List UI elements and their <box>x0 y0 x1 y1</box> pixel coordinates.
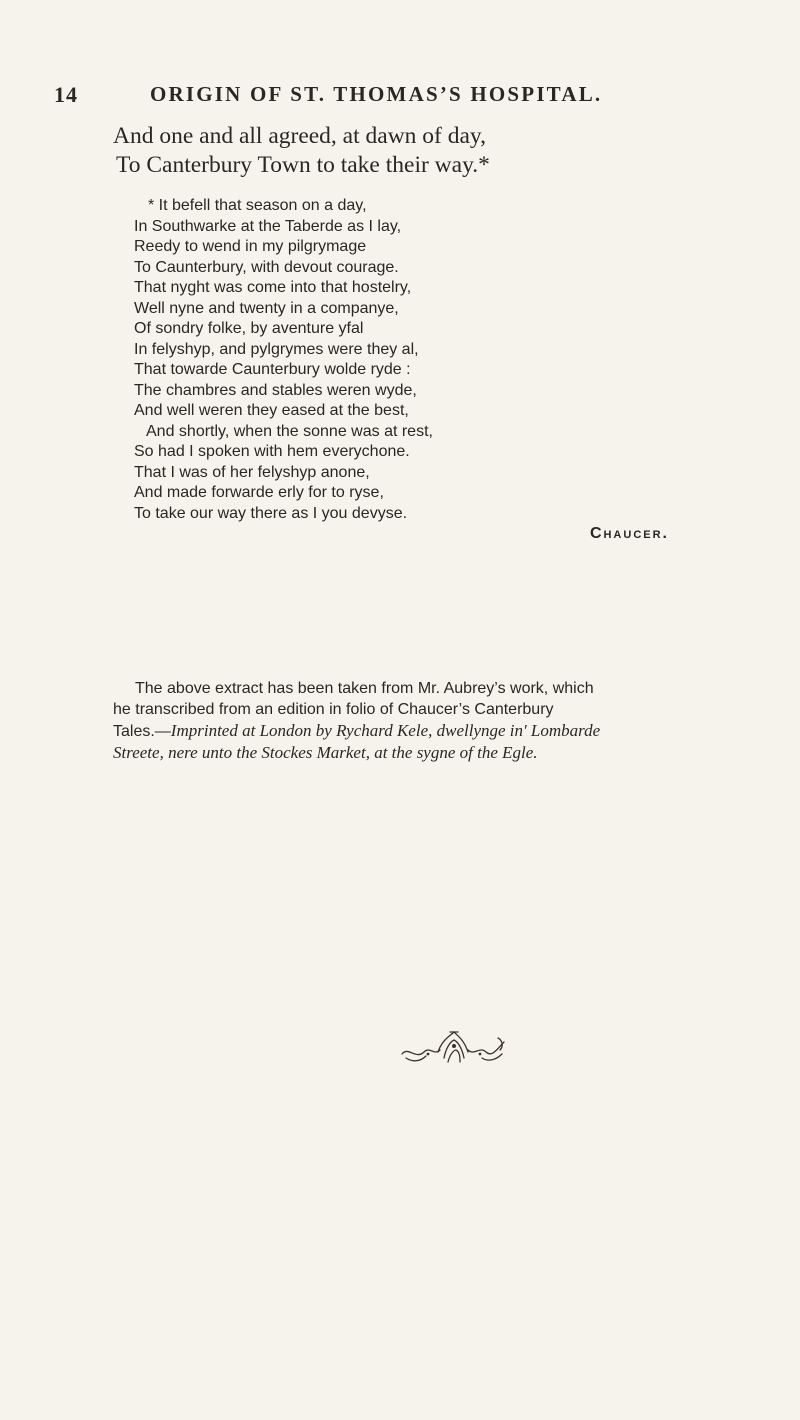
verse-line: And one and all agreed, at dawn of day, <box>113 123 487 149</box>
footnote-line: Of sondry folke, by aventure yfal <box>134 320 364 337</box>
verse-line: To Canterbury Town to take their way.* <box>116 152 490 178</box>
footnote-line: The chambres and stables weren wyde, <box>134 381 417 399</box>
footnote-line: That nyght was come into that hostelry, <box>134 279 412 296</box>
running-title: ORIGIN OF ST. THOMAS’S HOSPITAL. <box>150 82 603 106</box>
footnote-line: And well weren they eased at the best, <box>134 402 409 419</box>
source-note-paragraph <box>113 678 743 763</box>
footnote-line: * It befell that season on a day, <box>148 197 367 214</box>
footnote-line: In felyshyp, and pylgrymes were they al, <box>134 340 419 358</box>
footnote-line: That I was of her felyshyp anone, <box>134 463 370 481</box>
footnote-chaucer-quote <box>134 196 694 545</box>
imprint-italic-text: Imprinted at London by Rychard Kele, dwellynge in' Lombarde <box>170 721 601 740</box>
paragraph-roman-text: Tales.— <box>113 723 171 740</box>
footnote-attribution: Chaucer. <box>589 525 669 542</box>
paragraph-line <box>113 720 743 742</box>
footnote-line: Well nyne and twenty in a companye, <box>134 299 399 317</box>
footnote-line: That towarde Caunterbury wolde ryde : <box>134 361 411 378</box>
footnote-line: And made forwarde erly for to ryse, <box>134 484 384 501</box>
imprint-italic-line: Streete, nere unto the Stockes Market, at the sygne of the Egle. <box>113 743 538 762</box>
footnote-line: To take our way there as I you devyse. <box>134 504 408 522</box>
footnote-line: Reedy to wend in my pilgrymage <box>134 238 367 255</box>
page-number: 14 <box>54 82 78 107</box>
footnote-line: To Caunterbury, with devout courage. <box>134 258 399 276</box>
running-head <box>54 82 756 112</box>
footnote-line: In Southwarke at the Taberde as I lay, <box>134 217 402 235</box>
main-verse <box>113 122 733 180</box>
footnote-line: And shortly, when the sonne was at rest, <box>146 422 433 440</box>
paragraph-line: The above extract has been taken from Mr. Aubrey’s work, which <box>135 680 594 697</box>
paragraph-line: he transcribed from an edition in folio of Chaucer’s Canterbury <box>113 701 554 718</box>
decorative-tailpiece-icon <box>398 1028 508 1068</box>
footnote-line: So had I spoken with hem everychone. <box>134 443 410 460</box>
